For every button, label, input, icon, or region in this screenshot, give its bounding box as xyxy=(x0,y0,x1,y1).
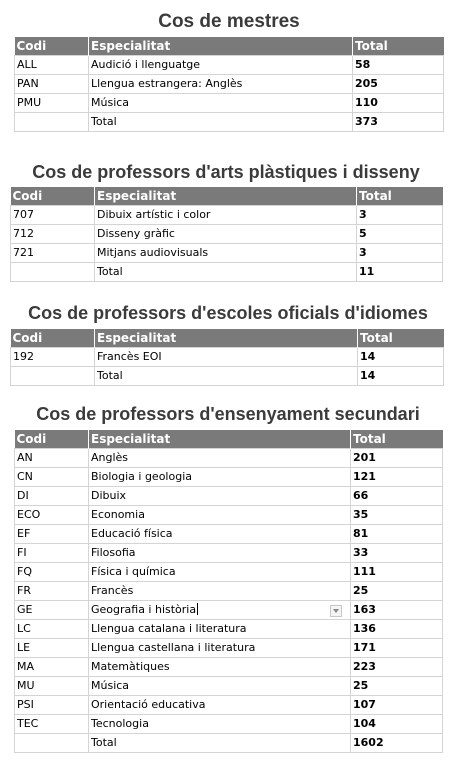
cell-total[interactable]: 33 xyxy=(351,544,443,563)
header-total[interactable]: Total xyxy=(353,37,444,56)
specialty-table xyxy=(10,187,443,282)
cell-specialty[interactable]: Música xyxy=(89,94,353,113)
cell-specialty[interactable]: Biologia i geologia xyxy=(89,468,351,487)
cell-total[interactable]: 107 xyxy=(351,696,443,715)
cell-total[interactable]: 66 xyxy=(351,487,443,506)
header-codi[interactable]: Codi xyxy=(11,187,95,206)
table-row xyxy=(15,544,443,563)
section-title: Cos de professors d'escoles oficials d'idiomes xyxy=(28,303,428,323)
cell-specialty[interactable]: Total xyxy=(95,367,358,386)
cell-total[interactable]: 5 xyxy=(357,225,443,244)
table-total-row xyxy=(11,263,443,282)
cell-specialty[interactable]: Dibuix artístic i color xyxy=(95,206,357,225)
table-header-row xyxy=(11,329,444,348)
table-total-row xyxy=(15,734,443,753)
table-header-row xyxy=(15,37,444,56)
table-row xyxy=(15,582,443,601)
section-title: Cos de professors d'arts plàstiques i disseny xyxy=(32,162,420,182)
cell-total[interactable]: 1602 xyxy=(351,734,443,753)
section-ensenyament-secundari xyxy=(14,405,442,753)
table-row xyxy=(15,487,443,506)
cell-specialty[interactable]: Francès xyxy=(89,582,351,601)
cell-specialty[interactable]: Mitjans audiovisuals xyxy=(95,244,357,263)
cell-specialty[interactable]: Llengua estrangera: Anglès xyxy=(89,75,353,94)
cell-total[interactable]: 110 xyxy=(353,94,444,113)
cell-total[interactable]: 3 xyxy=(357,244,443,263)
cell-total[interactable]: 58 xyxy=(353,56,444,75)
header-especialitat[interactable]: Especialitat xyxy=(89,430,351,449)
cell-code[interactable]: ECO xyxy=(15,506,89,525)
section-title: Cos de professors d'ensenyament secundari xyxy=(36,404,420,424)
cell-code[interactable]: 707 xyxy=(11,206,95,225)
cell-code[interactable]: ALL xyxy=(15,56,89,75)
cell-total[interactable]: 205 xyxy=(353,75,444,94)
cell-specialty[interactable]: Audició i llenguatge xyxy=(89,56,353,75)
cell-specialty[interactable]: Total xyxy=(89,113,353,132)
cell-code[interactable]: MA xyxy=(15,658,89,677)
cell-specialty[interactable]: Llengua catalana i literatura xyxy=(89,620,351,639)
table-row xyxy=(11,225,443,244)
header-especialitat[interactable]: Especialitat xyxy=(95,187,357,206)
table-row xyxy=(15,468,443,487)
table-row xyxy=(11,244,443,263)
section-title: Cos de mestres xyxy=(158,11,300,32)
cell-total[interactable]: 223 xyxy=(351,658,443,677)
cell-specialty[interactable]: Orientació educativa xyxy=(89,696,351,715)
header-especialitat[interactable]: Especialitat xyxy=(89,37,353,56)
table-row xyxy=(15,620,443,639)
cell-code[interactable]: DI xyxy=(15,487,89,506)
cell-code[interactable]: 721 xyxy=(11,244,95,263)
table-row xyxy=(15,715,443,734)
cell-total[interactable]: 111 xyxy=(351,563,443,582)
table-row xyxy=(15,658,443,677)
cell-code[interactable]: PMU xyxy=(15,94,89,113)
table-row xyxy=(15,449,443,468)
cell-specialty[interactable]: Física i química xyxy=(89,563,351,582)
cell-total[interactable]: 3 xyxy=(357,206,443,225)
table-row xyxy=(11,348,444,367)
header-codi[interactable]: Codi xyxy=(11,329,95,348)
header-total[interactable]: Total xyxy=(358,329,444,348)
table-row xyxy=(15,563,443,582)
cell-specialty-text: Geografia i història xyxy=(91,603,197,616)
cell-total[interactable]: 373 xyxy=(353,113,444,132)
cell-specialty[interactable]: Dibuix xyxy=(89,487,351,506)
section-arts-plastiques xyxy=(10,163,442,282)
cell-code[interactable] xyxy=(11,367,95,386)
cell-code[interactable]: GE xyxy=(15,601,89,620)
header-especialitat[interactable]: Especialitat xyxy=(95,329,358,348)
cell-code[interactable] xyxy=(15,113,89,132)
cell-total[interactable]: 171 xyxy=(351,639,443,658)
table-total-row xyxy=(11,367,444,386)
cell-code[interactable]: FQ xyxy=(15,563,89,582)
cell-total[interactable]: 11 xyxy=(357,263,443,282)
table-row xyxy=(15,525,443,544)
cell-specialty[interactable]: Matemàtiques xyxy=(89,658,351,677)
cell-total[interactable]: 121 xyxy=(351,468,443,487)
cell-specialty[interactable]: Llengua castellana i literatura xyxy=(89,639,351,658)
table-row xyxy=(15,56,444,75)
text-cursor xyxy=(197,603,198,615)
header-total[interactable]: Total xyxy=(351,430,443,449)
cell-code[interactable]: 712 xyxy=(11,225,95,244)
section-mestres xyxy=(14,12,444,132)
header-codi[interactable]: Codi xyxy=(15,37,89,56)
specialty-table xyxy=(10,329,444,386)
cell-code[interactable]: MU xyxy=(15,677,89,696)
cell-specialty[interactable]: Total xyxy=(89,734,351,753)
header-total[interactable]: Total xyxy=(357,187,443,206)
cell-code[interactable]: AN xyxy=(15,449,89,468)
cell-code[interactable]: FI xyxy=(15,544,89,563)
table-header-row xyxy=(11,187,443,206)
specialty-table xyxy=(14,37,444,132)
cell-specialty[interactable]: Educació física xyxy=(89,525,351,544)
cell-total[interactable]: 14 xyxy=(358,367,444,386)
table-row xyxy=(15,677,443,696)
cell-total[interactable]: 136 xyxy=(351,620,443,639)
table-row xyxy=(15,601,443,620)
dropdown-arrow-icon[interactable] xyxy=(330,605,342,617)
cell-total[interactable]: 14 xyxy=(358,348,444,367)
cell-total[interactable]: 35 xyxy=(351,506,443,525)
cell-code[interactable] xyxy=(15,734,89,753)
cell-code[interactable]: EF xyxy=(15,525,89,544)
table-total-row xyxy=(15,113,444,132)
table-row xyxy=(15,639,443,658)
table-row xyxy=(15,75,444,94)
cell-code[interactable]: LE xyxy=(15,639,89,658)
table-row xyxy=(15,506,443,525)
specialty-table xyxy=(14,430,443,753)
cell-total[interactable]: 201 xyxy=(351,449,443,468)
cell-total[interactable]: 81 xyxy=(351,525,443,544)
cell-specialty[interactable]: Tecnologia xyxy=(89,715,351,734)
cell-code[interactable]: PSI xyxy=(15,696,89,715)
cell-total[interactable]: 104 xyxy=(351,715,443,734)
cell-specialty[interactable]: Economia xyxy=(89,506,351,525)
cell-total[interactable]: 163 xyxy=(351,601,443,620)
cell-specialty[interactable]: Filosofia xyxy=(89,544,351,563)
cell-total[interactable]: 25 xyxy=(351,582,443,601)
table-row xyxy=(11,206,443,225)
cell-total[interactable]: 25 xyxy=(351,677,443,696)
table-row xyxy=(15,696,443,715)
cell-code[interactable]: CN xyxy=(15,468,89,487)
cell-code[interactable]: FR xyxy=(15,582,89,601)
cell-specialty[interactable]: Disseny gràfic xyxy=(95,225,357,244)
table-row xyxy=(15,94,444,113)
section-escoles-idiomes xyxy=(10,304,446,386)
cell-code[interactable] xyxy=(11,263,95,282)
cell-code[interactable]: PAN xyxy=(15,75,89,94)
cell-code[interactable]: TEC xyxy=(15,715,89,734)
table-header-row xyxy=(15,430,443,449)
cell-specialty-selected[interactable] xyxy=(89,601,351,620)
cell-code[interactable]: LC xyxy=(15,620,89,639)
cell-code[interactable]: 192 xyxy=(11,348,95,367)
cell-specialty[interactable]: Francès EOI xyxy=(95,348,358,367)
header-codi[interactable]: Codi xyxy=(15,430,89,449)
cell-specialty[interactable]: Música xyxy=(89,677,351,696)
cell-specialty[interactable]: Anglès xyxy=(89,449,351,468)
cell-specialty[interactable]: Total xyxy=(95,263,357,282)
